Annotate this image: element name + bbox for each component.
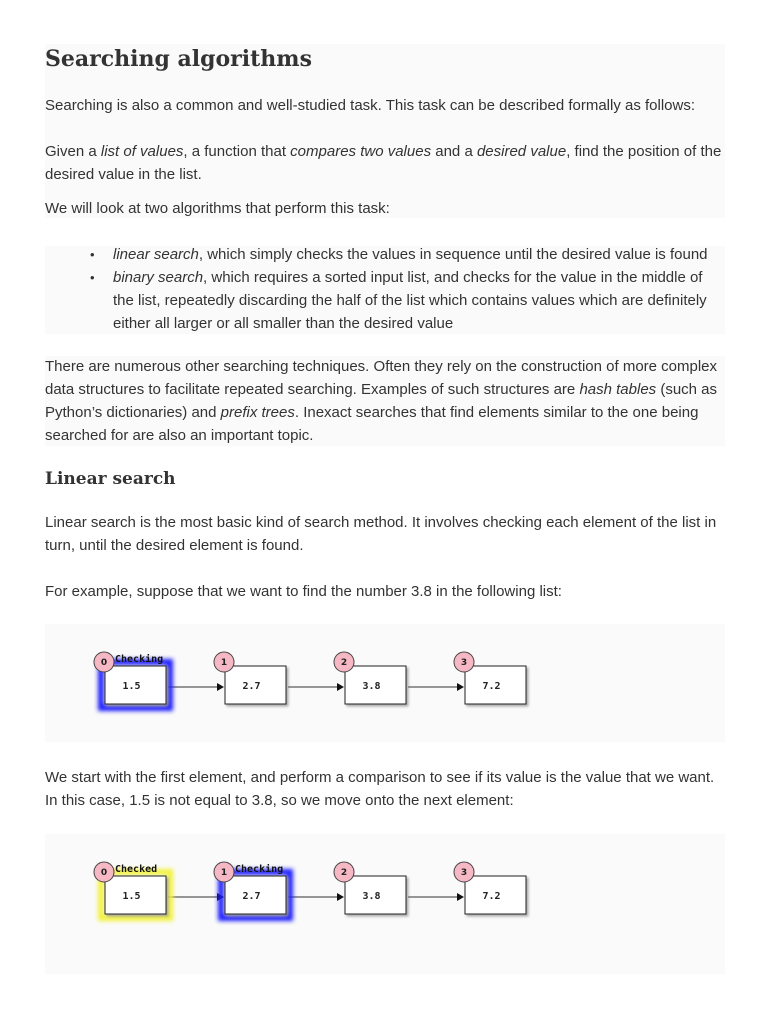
- node-value: 7.2: [482, 891, 501, 902]
- search-diagram-1: [45, 624, 588, 742]
- term-list-of-values: list of values: [100, 143, 184, 160]
- node-index: 3: [460, 868, 468, 878]
- node-index: 2: [340, 658, 348, 668]
- node-value: 2.7: [242, 681, 261, 692]
- node-index: 2: [340, 868, 348, 878]
- algorithm-list: [45, 243, 725, 335]
- node-value: 2.7: [242, 891, 261, 902]
- node-index: 1: [220, 868, 228, 878]
- diagram-svg: [45, 624, 588, 742]
- arrow-head-icon: [457, 683, 464, 691]
- term-prefix-trees: prefix trees: [220, 404, 295, 421]
- intro-paragraph: Searching is also a common and well-studied task. This task can be described formally as follows:: [45, 97, 696, 114]
- node-value: 1.5: [122, 681, 141, 692]
- node-state-label: Checked: [115, 864, 158, 875]
- arrow-head-icon: [337, 683, 344, 691]
- page-title: Searching algorithms: [45, 46, 312, 72]
- search-diagram-2: [45, 834, 588, 952]
- node-state-label: Checking: [115, 654, 164, 665]
- section-heading-linear-search: Linear search: [45, 469, 176, 489]
- node-value: 1.5: [122, 891, 141, 902]
- lead-in-paragraph: We will look at two algorithms that perform this task:: [45, 200, 390, 217]
- node-index: 0: [100, 868, 108, 878]
- step-paragraph: We start with the first element, and perform a comparison to see if its value is the value that we want. In this case, 1.5 is not equal to 3.8, so we move onto the next element:: [45, 769, 715, 809]
- arrow-head-icon: [217, 683, 224, 691]
- node-value: 3.8: [362, 891, 381, 902]
- node-index: 3: [460, 658, 468, 668]
- term-hash-tables: hash tables: [579, 381, 657, 398]
- other-techniques-paragraph: There are numerous other searching techniques. Often they rely on the construction of more complex data structures to facilitate repeated searching. Examples of such structures are hash tables (such as Python’s dictionaries) and prefix trees. Inexact searches that find elements similar to the one being searched for are also an important topic.: [45, 358, 718, 444]
- arrow-head-icon: [337, 893, 344, 901]
- list-item-linear-search: • linear search, which simply checks the values in sequence until the desired value is found: [45, 243, 725, 266]
- arrow-head-icon: [457, 893, 464, 901]
- definition-paragraph: Given a list of values, a function that compares two values and a desired value, find the position of the desired value in the list.: [45, 143, 722, 183]
- node-value: 3.8: [362, 681, 381, 692]
- term-desired-value: desired value: [476, 143, 567, 160]
- diagram-svg: [45, 834, 588, 952]
- node-state-label: Checking: [235, 864, 284, 875]
- example-intro-paragraph: For example, suppose that we want to find the number 3.8 in the following list:: [45, 583, 562, 600]
- node-index: 0: [100, 658, 108, 668]
- list-item-binary-search: • binary search, which requires a sorted input list, and checks for the value in the middle of the list, repeatedly discarding the half of the list which contains values which are definitely either all larger or all smaller than the desired value: [45, 266, 725, 335]
- term-compares-two-values: compares two values: [290, 143, 432, 160]
- node-index: 1: [220, 658, 228, 668]
- linear-intro-paragraph: Linear search is the most basic kind of search method. It involves checking each element of the list in turn, until the desired element is found.: [45, 514, 717, 554]
- node-value: 7.2: [482, 681, 501, 692]
